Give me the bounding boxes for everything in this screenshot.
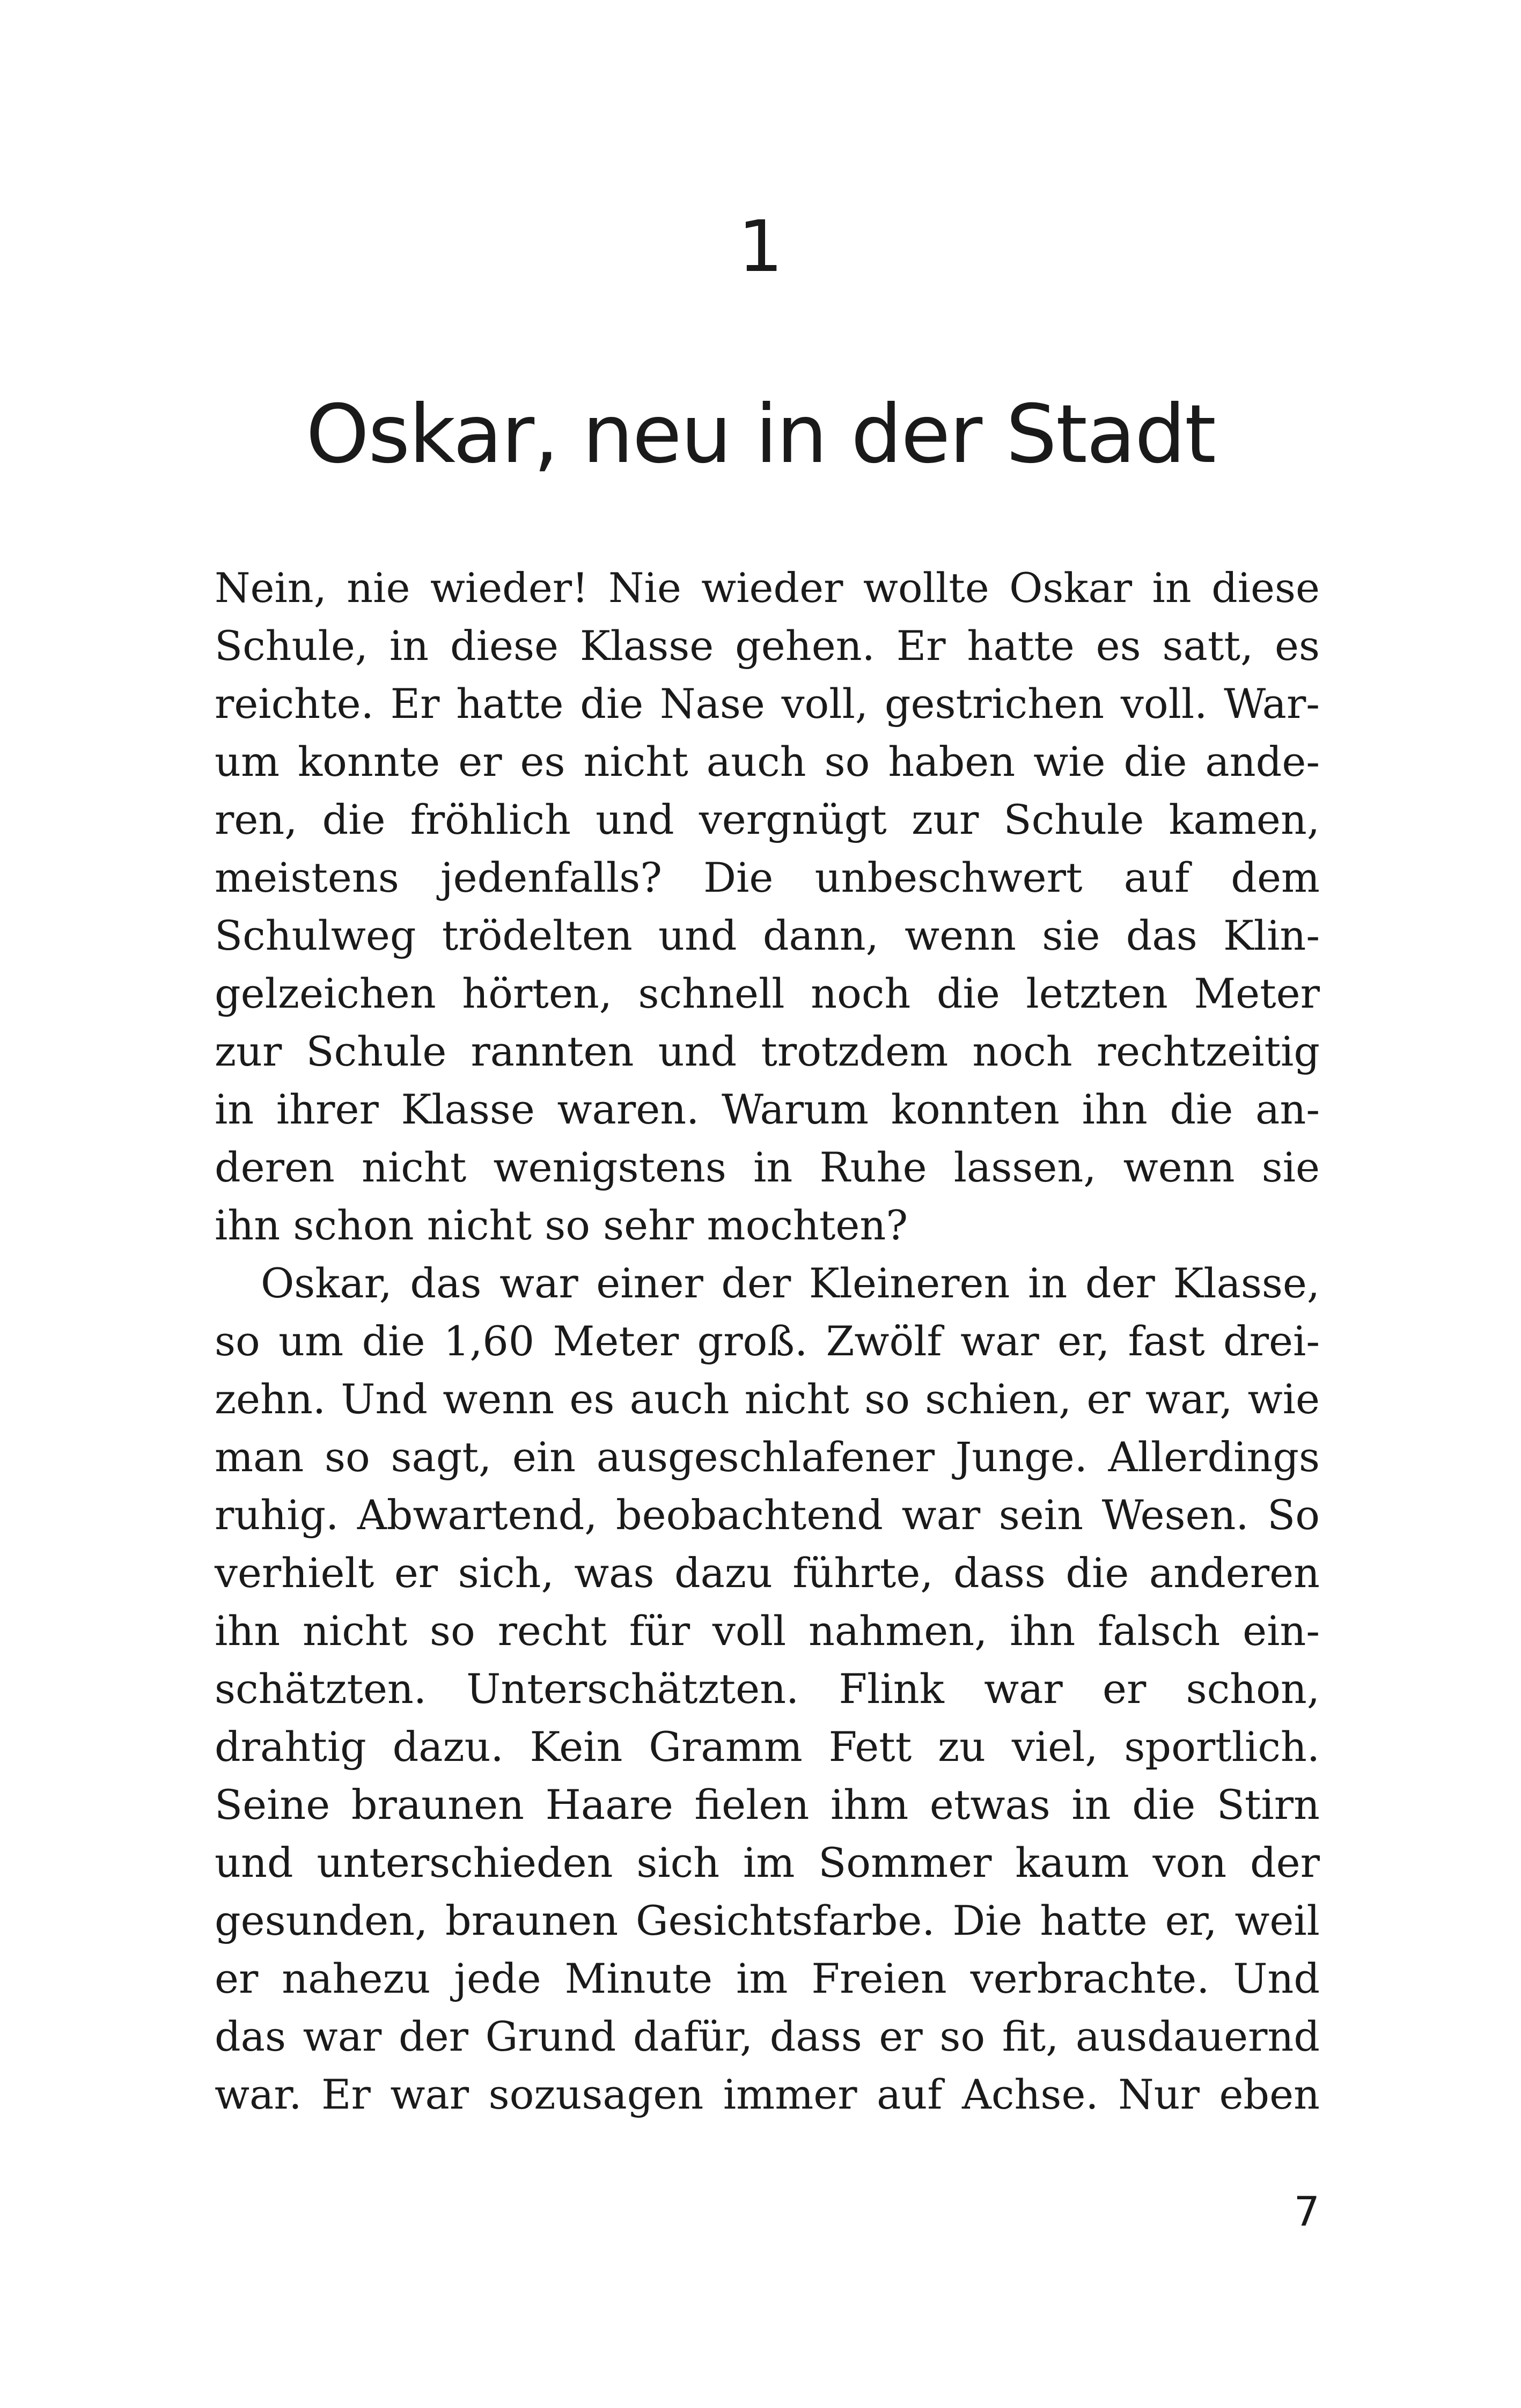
- text-line: in ihrer Klasse waren. Warum konnten ihn die an-: [215, 1085, 1320, 1133]
- text-line: so um die 1,60 Meter groß. Zwölf war er, fast drei-: [215, 1317, 1320, 1365]
- page-number: 7: [1294, 2187, 1320, 2235]
- text-line: drahtig dazu. Kein Gramm Fett zu viel, sportlich.: [215, 1723, 1320, 1771]
- text-line: Schulweg trödelten und dann, wenn sie das Klin-: [215, 912, 1320, 959]
- paragraph-1: [215, 559, 1320, 1254]
- text-line: ren, die fröhlich und vergnügt zur Schule kamen,: [215, 796, 1320, 843]
- text-line: ihn schon nicht so sehr mochten?: [215, 1201, 908, 1249]
- text-line: deren nicht wenigstens in Ruhe lassen, wenn sie: [215, 1143, 1320, 1191]
- text-line: zehn. Und wenn es auch nicht so schien, er war, wie: [215, 1375, 1320, 1423]
- text-line: gesunden, braunen Gesichtsfarbe. Die hatte er, weil: [215, 1897, 1320, 1944]
- text-line: gelzeichen hörten, schnell noch die letzten Meter: [215, 970, 1320, 1017]
- text-line: man so sagt, ein ausgeschlafener Junge. Allerdings: [215, 1433, 1320, 1481]
- text-line: war. Er war sozusagen immer auf Achse. Nur eben: [215, 2071, 1320, 2118]
- text-line: schätzten. Unterschätzten. Flink war er schon,: [215, 1665, 1320, 1713]
- text-line: um konnte er es nicht auch so haben wie die ande-: [215, 738, 1320, 785]
- text-line: Oskar, das war einer der Kleineren in der Klasse,: [261, 1259, 1320, 1307]
- text-line: Nein, nie wieder! Nie wieder wollte Oskar in diese: [215, 564, 1320, 612]
- text-line: verhielt er sich, was dazu führte, dass die anderen: [215, 1549, 1320, 1597]
- text-line: Schule, in diese Klasse gehen. Er hatte es satt, es: [215, 622, 1320, 670]
- text-line: ruhig. Abwartend, beobachtend war sein Wesen. So: [215, 1491, 1320, 1539]
- chapter-title: Oskar, neu in der Stadt: [306, 388, 1215, 481]
- text-line: das war der Grund dafür, dass er so fit, ausdauernd: [215, 2013, 1320, 2060]
- text-line: ihn nicht so recht für voll nahmen, ihn falsch ein-: [215, 1607, 1320, 1655]
- text-line: Seine braunen Haare fielen ihm etwas in die Stirn: [215, 1781, 1320, 1829]
- paragraph-2: [215, 1254, 1320, 2124]
- text-line: und unterschieden sich im Sommer kaum von der: [215, 1839, 1320, 1886]
- body-text: [215, 559, 1320, 2124]
- text-line: reichte. Er hatte die Nase voll, gestrichen voll. War-: [215, 680, 1320, 728]
- chapter-number: 1: [738, 205, 783, 288]
- text-line: zur Schule rannten und trotzdem noch rechtzeitig: [215, 1027, 1320, 1075]
- text-line: er nahezu jede Minute im Freien verbrachte. Und: [215, 1955, 1320, 2002]
- text-line: meistens jedenfalls? Die unbeschwert auf dem: [215, 854, 1320, 901]
